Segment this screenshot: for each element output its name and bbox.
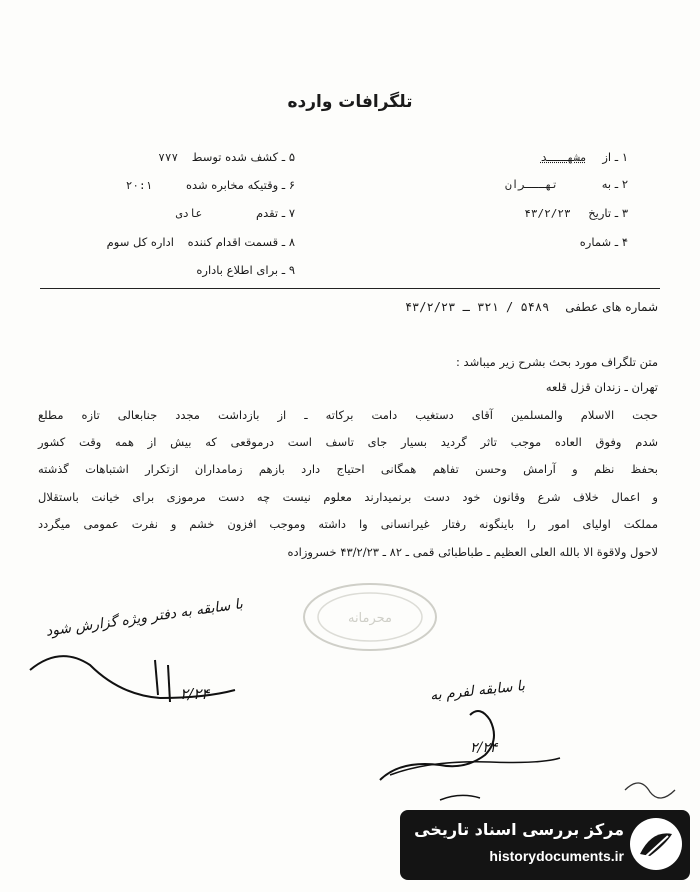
field-decoded-by-label: ۵ ـ کشف شده توسط <box>191 150 295 164</box>
body-intro: متن تلگراف مورد بحث بشرح زیر میباشد : <box>456 355 658 369</box>
body-line: بحفظ نظم و آرامش وحسن تفاهم همگانی احتیاج دارد بازهم زمامداران ازتکرار اشتباهات گذشته <box>38 462 658 476</box>
faded-stamp <box>300 580 440 654</box>
field-from-value: مشهـــد <box>540 151 587 164</box>
reference-value: ۵۴۸۹ / ۳۲۱ ـ ۴۳/۲/۲۳ <box>404 300 550 314</box>
body-line: لاحول ولاقوة الا بالله العلی العظیم ـ طباطبائی قمی ـ ۸۲ ـ ۴۳/۲/۲۳ خسروزاده <box>287 545 658 559</box>
archive-website: historydocuments.ir <box>489 848 624 864</box>
field-action-dept-label: ۸ ـ قسمت اقدام کننده <box>187 235 295 249</box>
field-transmitted-at-label: ۶ ـ وقتیکه مخابره شده <box>185 178 295 192</box>
signature-left <box>20 640 250 730</box>
handwritten-date-right: ۲/۲۴ <box>470 740 498 756</box>
field-for-info-label: ۹ ـ برای اطلاع باداره <box>196 263 295 277</box>
field-decoded-by <box>158 150 295 164</box>
field-date-label: ۳ ـ تاریخ <box>588 206 628 220</box>
field-action-dept <box>107 235 295 249</box>
field-priority <box>176 206 295 220</box>
body-line: و اعمال خلاف شرع وقانون خود دست برنمیدارند معلوم نیست چه دست مرموزی برای خیانت باستقلال <box>38 490 658 504</box>
field-transmitted-at <box>126 178 295 192</box>
handwritten-date-left: ۲/۲۴ <box>180 685 210 703</box>
signature-right <box>370 700 570 820</box>
field-to <box>505 177 628 191</box>
body-line: شدم وفوق العاده موجب تاثر گردید بسیار جای تاسف است درموقعی که بیش از همه وقت کشور <box>38 435 658 449</box>
archive-watermark <box>400 810 690 880</box>
header-divider <box>40 288 660 289</box>
field-action-dept-value: اداره کل سوم <box>106 235 174 249</box>
field-to-value: تهـــران <box>505 178 559 191</box>
field-date <box>524 206 628 220</box>
field-to-label: ۲ ـ به <box>601 177 628 191</box>
field-date-value: ۴۳/۲/۲۳ <box>524 207 571 220</box>
field-number <box>580 235 628 249</box>
reference-label: شماره های عطفی <box>565 300 658 314</box>
field-decoded-by-value: ۷۷۷ <box>158 151 179 164</box>
field-number-label: ۴ ـ شماره <box>579 235 628 249</box>
field-transmitted-at-value: ۲۰:۱ <box>125 179 153 192</box>
archive-name: مرکز بررسی اسناد تاریخی <box>414 820 624 839</box>
field-from <box>540 150 628 164</box>
field-priority-value: عادی <box>175 207 203 220</box>
body-line: حجت الاسلام والمسلمین آقای دستغیب دامت برکاته ـ از بازداشت مجدد جنابعالی تازه مطلع <box>38 408 658 422</box>
archive-emblem-icon <box>628 816 684 872</box>
field-priority-label: ۷ ـ تقدم <box>255 206 295 220</box>
handwritten-note-right: با سابقه لفرم به <box>429 678 526 704</box>
reference-line <box>405 300 658 314</box>
stamp-text: محرمانه <box>347 611 393 626</box>
body-line: مملکت اولیای امور را باینگونه رفتار غیرانسانی وا داشته وموجب افزون خشم و نفرت عمومی میگردد <box>38 517 658 531</box>
document-title: تلگرافات وارده <box>287 92 413 112</box>
handwritten-note-left: با سابقه به دفتر ویژه گزارش شود <box>44 596 244 640</box>
field-from-label: ۱ ـ از <box>602 150 628 164</box>
corner-mark <box>620 770 680 810</box>
field-for-info <box>196 263 295 277</box>
body-address: تهران ـ زندان قزل قلعه <box>545 380 658 394</box>
